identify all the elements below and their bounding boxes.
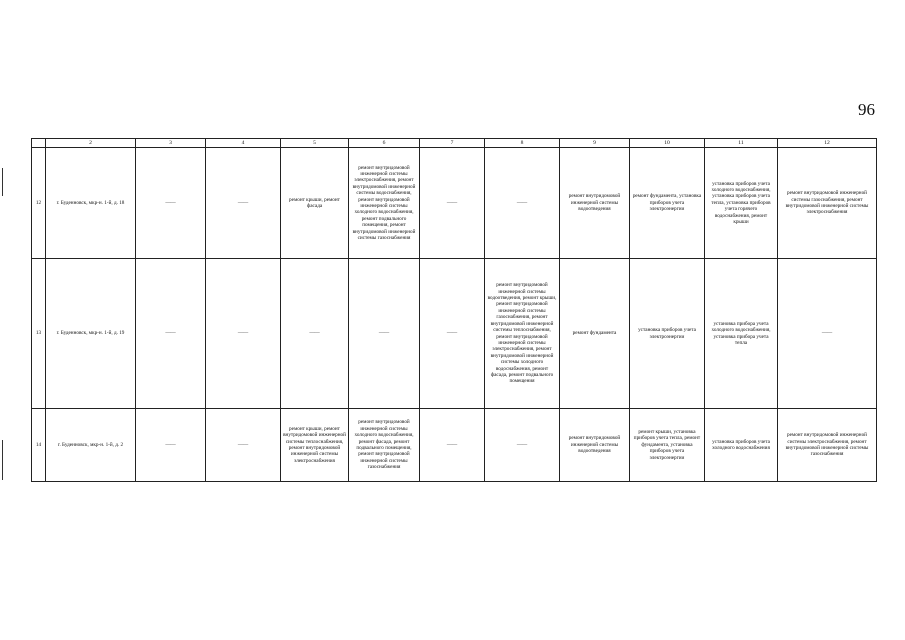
table-cell: ремонт фундамента, установка приборов учета электроэнергии (630, 148, 705, 259)
table-cell: ремонт крыши, ремонт фасада (281, 148, 349, 259)
table-cell: ремонт внутридомовой инженерной системы водоотведения (560, 148, 630, 259)
table-cell: установка прибора учета холодного водоснабжения, установка прибора учета тепла (705, 259, 778, 409)
table-cell: ремонт крыши, установка приборов учета тепла, ремонт фундамента, установка приборов учета электроэнергии (630, 409, 705, 482)
table-cell: установка приборов учета холодного водоснабжения, установка приборов учета тепла, установка приборов учета горячего водоснабжения, ремонт крыши (705, 148, 778, 259)
page-edge-mark-top (2, 168, 3, 196)
table-cell: установка приборов учета электроэнергии (630, 259, 705, 409)
column-number: 3 (136, 139, 206, 148)
table-cell: —— (206, 148, 281, 259)
page-edge-mark-bottom (2, 440, 3, 480)
column-number-row (32, 139, 877, 148)
column-number: 9 (560, 139, 630, 148)
table-row (32, 259, 877, 409)
address-cell: г. Буденновск, мкр-н. 1-й, д. 18 (46, 148, 136, 259)
table-cell: установка приборов учета холодного водоснабжения (705, 409, 778, 482)
table-cell: —— (485, 409, 560, 482)
column-number: 12 (778, 139, 877, 148)
table-cell: —— (349, 259, 420, 409)
table-cell: —— (420, 259, 485, 409)
table-cell: ремонт внутридомовой инженерной системы водоотведения, ремонт крыши, ремонт внутридомовой инженерной системы газоснабжения, ремонт внутридомовой инженерной системы теплоснабжения, ремонт внутридомовой инженерной системы электроснабжения, ремонт внутридомовой инженерной системы холодного водоснабжения, ремонт фасада, ремонт подвального помещения (485, 259, 560, 409)
column-number: 11 (705, 139, 778, 148)
table-cell: —— (136, 409, 206, 482)
address-cell: г. Буденновск, мкр-н. 1-й, д. 19 (46, 259, 136, 409)
column-number: 7 (420, 139, 485, 148)
column-number: 10 (630, 139, 705, 148)
table-row (32, 409, 877, 482)
table-cell: —— (485, 148, 560, 259)
table-cell: —— (136, 259, 206, 409)
column-number: 5 (281, 139, 349, 148)
column-number: 6 (349, 139, 420, 148)
table-cell: —— (206, 259, 281, 409)
column-number: 4 (206, 139, 281, 148)
address-cell: г. Буденновск, мкр-н. 1-й, д. 2 (46, 409, 136, 482)
table-cell: —— (206, 409, 281, 482)
table-cell: —— (281, 259, 349, 409)
page-number: 96 (858, 100, 875, 119)
table-cell: ремонт внутридомовой инженерной системы водоотведения (560, 409, 630, 482)
table-cell: ремонт крыши, ремонт внутридомовой инженерной системы теплоснабжения, ремонт внутридомовой инженерной системы электроснабжения (281, 409, 349, 482)
table-cell: —— (420, 409, 485, 482)
table-cell: —— (778, 259, 877, 409)
repair-schedule-table (31, 138, 877, 482)
row-number: 14 (32, 409, 46, 482)
table-row (32, 148, 877, 259)
table-cell: ремонт внутридомовой инженерной системы электроснабжения, ремонт внутридомовой инженерной системы газоснабжения (778, 409, 877, 482)
column-number: 8 (485, 139, 560, 148)
table-cell: —— (420, 148, 485, 259)
table-cell: ремонт внутридомовой инженерной системы холодного водоснабжения, ремонт фасада, ремонт подвального помещения, ремонт внутридомовой инженерной системы газоснабжения (349, 409, 420, 482)
table-cell: ремонт внутридомовой инженерной системы электроснабжения, ремонт внутридомовой инженерной системы водоснабжения, ремонт внутридомовой инженерной системы холодного водоснабжения, ремонт подвального помещения, ремонт внутридомовой инженерной системы газоснабжения (349, 148, 420, 259)
column-number: 2 (46, 139, 136, 148)
table-cell: —— (136, 148, 206, 259)
row-number: 13 (32, 259, 46, 409)
row-number: 12 (32, 148, 46, 259)
table-cell: ремонт фундамента (560, 259, 630, 409)
table-cell: ремонт внутридомовой инженерной системы газоснабжения, ремонт внутридомовой инженерной системы электроснабжения (778, 148, 877, 259)
column-number (32, 139, 46, 148)
